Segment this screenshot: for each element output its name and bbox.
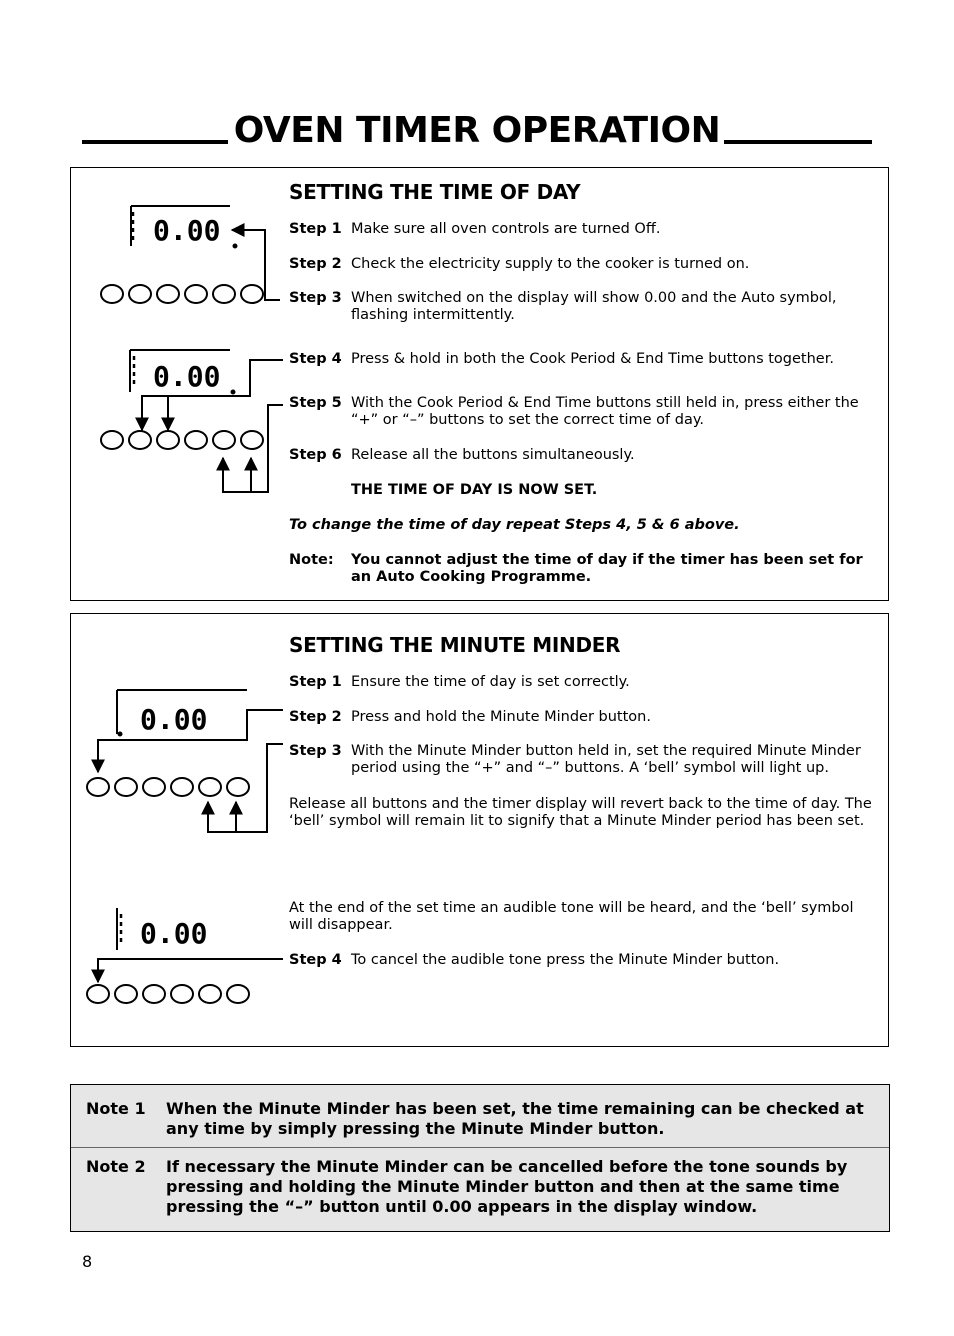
note-divider [71, 1147, 889, 1148]
step-text: To cancel the audible tone press the Minute Minder button. [351, 952, 780, 968]
step-text: Press & hold in both the Cook Period & End Time buttons together. [351, 351, 834, 367]
step-text: With the Cook Period & End Time buttons still held in, press either the “+” or “–” buttons to set the correct time of day. [351, 395, 859, 428]
step-label: Step 5 [289, 395, 342, 411]
button-row [101, 431, 263, 449]
lcd-display-3: 0.00 [140, 703, 208, 736]
notes-box [70, 1084, 890, 1232]
step-label: Step 2 [289, 709, 342, 725]
repeat-note: To change the time of day repeat Steps 4, 5 & 6 above. [289, 517, 740, 533]
section-title: SETTING THE MINUTE MINDER [289, 633, 621, 657]
page-title: OVEN TIMER OPERATION [233, 110, 721, 151]
lcd-display-2: 0.00 [153, 360, 221, 393]
end-of-time-text: At the end of the set time an audible tone will be heard, and the ‘bell’ symbol will disappear. [289, 900, 854, 933]
page-number: 8 [82, 1252, 93, 1271]
step-label: Step 6 [289, 447, 342, 463]
note-label: Note 2 [86, 1157, 146, 1176]
note-text: When the Minute Minder has been set, the time remaining can be checked at any time by simply pressing the Minute Minder button. [166, 1099, 864, 1138]
lcd-display-4: 0.00 [140, 917, 208, 950]
step-label: Step 3 [289, 743, 342, 759]
lcd-display-1: 0.00 [153, 214, 221, 247]
button-row [87, 778, 249, 796]
note-text: You cannot adjust the time of day if the timer has been set for an Auto Cooking Programme. [351, 552, 863, 585]
step-text: Press and hold the Minute Minder button. [351, 709, 651, 725]
note-label: Note: [289, 552, 334, 568]
section-title: SETTING THE TIME OF DAY [289, 180, 581, 204]
step-text: Ensure the time of day is set correctly. [351, 674, 630, 690]
step-label: Step 1 [289, 221, 342, 237]
note-text: If necessary the Minute Minder can be cancelled before the tone sounds by pressing and holding the Minute Minder button and then at the same time pressing the “–” button until 0.00 appears in the display window. [166, 1157, 848, 1216]
step-label: Step 4 [289, 351, 342, 367]
step-text: With the Minute Minder button held in, set the required Minute Minder period using the “+” and “–” buttons. A ‘bell’ symbol will light up. [351, 743, 861, 776]
step-text: When switched on the display will show 0.00 and the Auto symbol, flashing intermittently. [351, 290, 837, 323]
step-label: Step 4 [289, 952, 342, 968]
step-text: Check the electricity supply to the cooker is turned on. [351, 256, 750, 272]
step-text: Make sure all oven controls are turned Off. [351, 221, 661, 237]
step-label: Step 1 [289, 674, 342, 690]
note-label: Note 1 [86, 1099, 146, 1118]
step-label: Step 3 [289, 290, 342, 306]
step-label: Step 2 [289, 256, 342, 272]
step-text: Release all the buttons simultaneously. [351, 447, 635, 463]
release-text: Release all buttons and the timer display will revert back to the time of day. The ‘bell’ symbol will remain lit to signify that a Minute Minder period has been set. [289, 796, 872, 829]
button-row [87, 985, 249, 1003]
button-row [101, 285, 263, 303]
time-set-confirmation: THE TIME OF DAY IS NOW SET. [351, 482, 598, 498]
